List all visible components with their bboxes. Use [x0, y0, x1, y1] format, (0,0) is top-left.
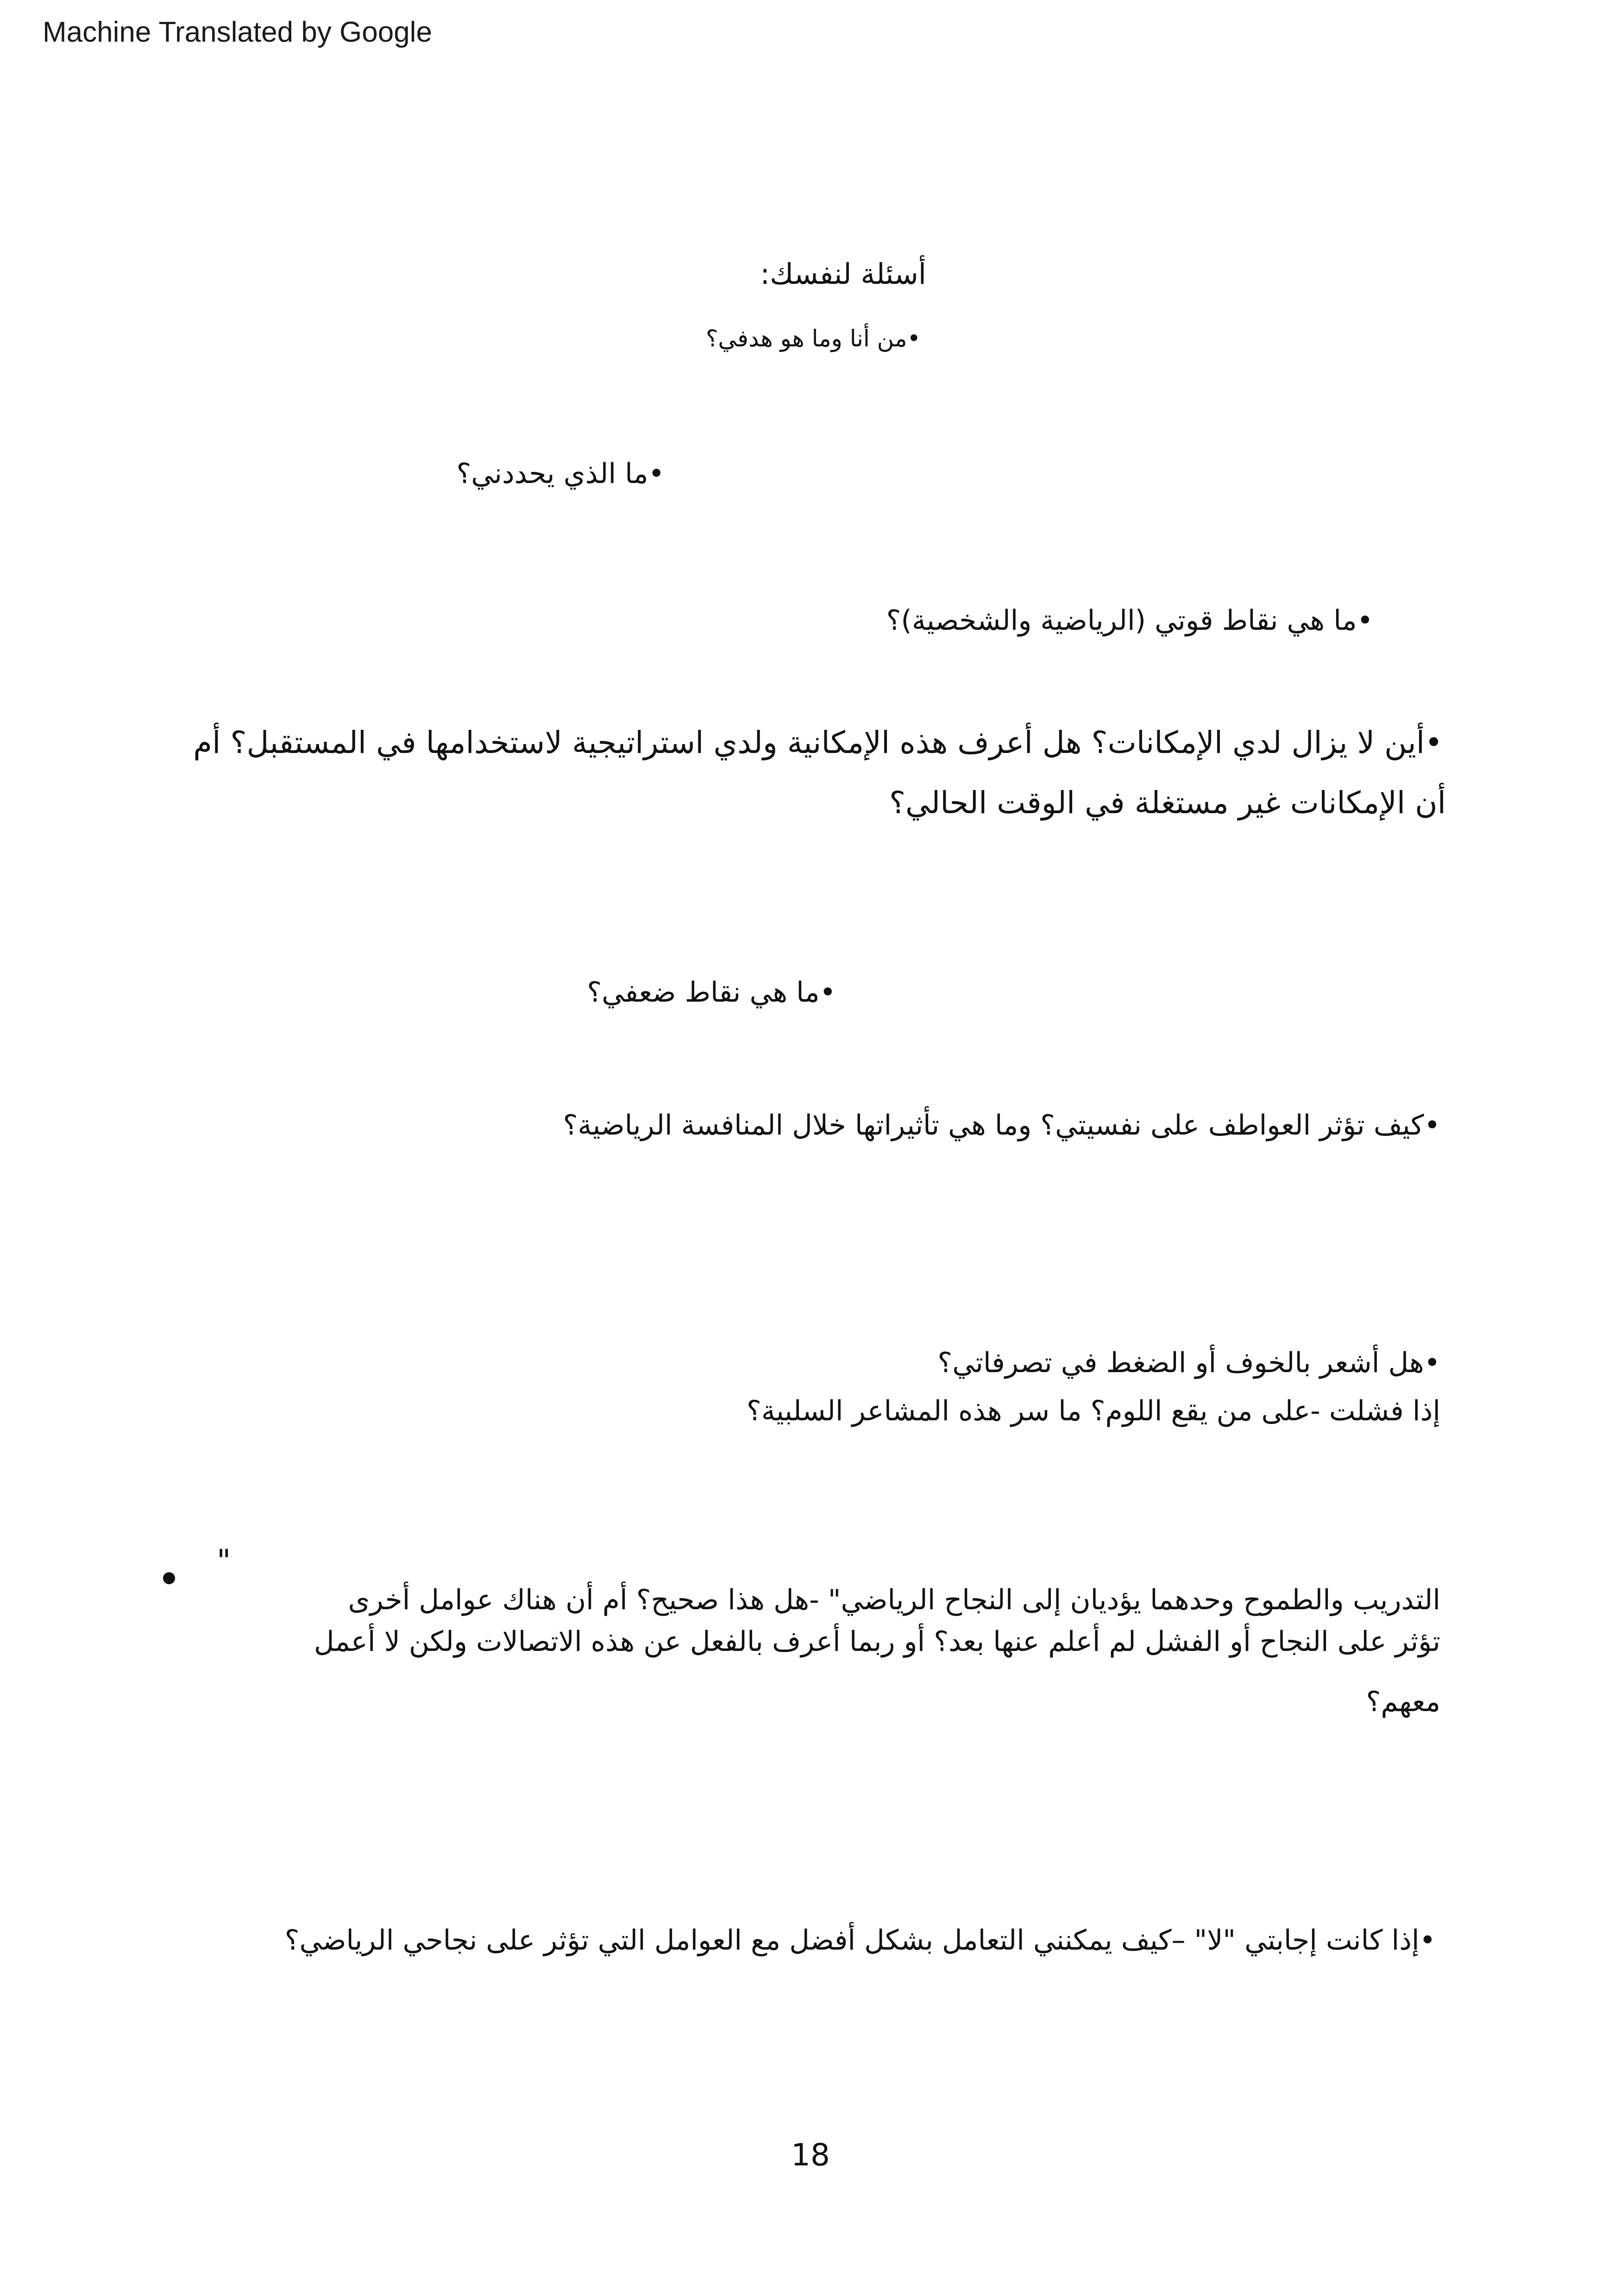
question-fear-pressure: •هل أشعر بالخوف أو الضغط في تصرفاتي؟ [937, 1347, 1440, 1379]
question-training-line-3: معهم؟ [1366, 1686, 1440, 1718]
question-strengths: •ما هي نقاط قوتي (الرياضية والشخصية)؟ [886, 604, 1373, 637]
page-number: 18 [791, 2137, 830, 2173]
question-if-no: •إذا كانت إجابتي "لا" –كيف يمكنني التعامل بشكل أفضل مع العوامل التي تؤثر على نجاحي الرياضي؟ [284, 1924, 1436, 1957]
quote-mark: " [217, 1543, 231, 1579]
question-weaknesses: •ما هي نقاط ضعفي؟ [587, 976, 836, 1009]
question-blame: إذا فشلت -على من يقع اللوم؟ ما سر هذه المشاعر السلبية؟ [747, 1395, 1440, 1427]
question-who-am-i: •من أنا وما هو هدفي؟ [705, 325, 921, 352]
question-training-line-1: التدريب والطموح وحدهما يؤديان إلى النجاح الرياضي" -هل هذا صحيح؟ أم أن هناك عوامل أخرى [348, 1584, 1440, 1616]
page-title: أسئلة لنفسك: [760, 257, 926, 291]
question-potential-line-1: •أين لا يزال لدي الإمكانات؟ هل أعرف هذه الإمكانية ولدي استراتيجية لاستخدامها في المستقبل؟ أم [193, 725, 1443, 760]
question-what-defines-me: •ما الذي يحددني؟ [456, 458, 665, 490]
machine-translation-watermark: Machine Translated by Google [43, 16, 432, 48]
question-potential-line-2: أن الإمكانات غير مستغلة في الوقت الحالي؟ [889, 785, 1446, 821]
question-training-line-2: تؤثر على النجاح أو الفشل لم أعلم عنها بعد؟ أو ربما أعرف بالفعل عن هذه الاتصالات ولكن لا أعمل [314, 1625, 1440, 1658]
question-emotions: •كيف تؤثر العواطف على نفسيتي؟ وما هي تأثيراتها خلال المنافسة الرياضية؟ [563, 1109, 1440, 1142]
bullet-icon [163, 1572, 175, 1584]
